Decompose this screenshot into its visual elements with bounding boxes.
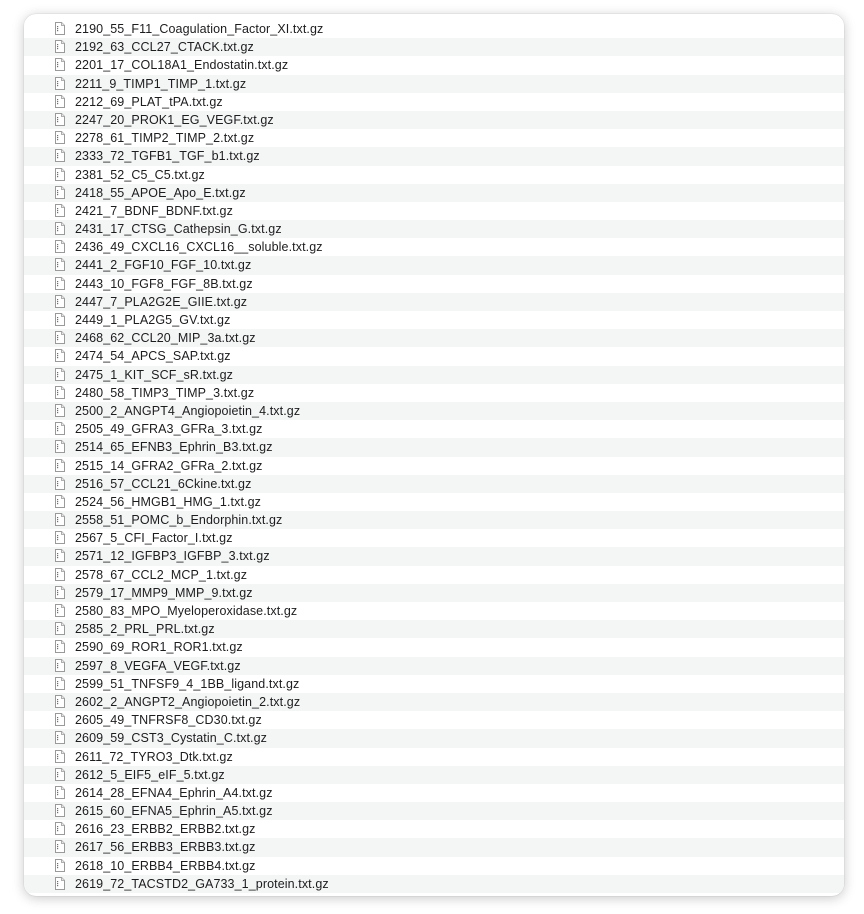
file-name: 2597_8_VEGFA_VEGF.txt.gz [75,658,241,673]
file-name: 2436_49_CXCL16_CXCL16__soluble.txt.gz [75,240,323,255]
document-icon [55,149,65,162]
file-row[interactable] [24,838,844,856]
file-row[interactable] [24,511,844,529]
file-name: 2333_72_TGFB1_TGF_b1.txt.gz [75,149,260,164]
document-icon [55,368,65,381]
document-icon [55,731,65,744]
file-row[interactable] [24,620,844,638]
file-row[interactable] [24,256,844,274]
file-row[interactable] [24,420,844,438]
document-icon [55,386,65,399]
file-name: 2617_56_ERBB3_ERBB3.txt.gz [75,840,256,855]
document-icon [55,586,65,599]
document-icon [55,840,65,853]
file-name: 2567_5_CFI_Factor_I.txt.gz [75,531,233,546]
document-icon [55,568,65,581]
document-icon [55,750,65,763]
file-row[interactable] [24,111,844,129]
file-name: 2609_59_CST3_Cystatin_C.txt.gz [75,731,267,746]
document-icon [55,604,65,617]
file-row[interactable] [24,75,844,93]
document-icon [55,768,65,781]
document-icon [55,713,65,726]
file-name: 2247_20_PROK1_EG_VEGF.txt.gz [75,112,274,127]
file-row[interactable] [24,20,844,38]
document-icon [55,313,65,326]
document-icon [55,677,65,690]
file-name: 2618_10_ERBB4_ERBB4.txt.gz [75,858,256,873]
document-icon [55,804,65,817]
file-row[interactable] [24,438,844,456]
file-name: 2278_61_TIMP2_TIMP_2.txt.gz [75,131,255,146]
file-row[interactable] [24,293,844,311]
file-name: 2441_2_FGF10_FGF_10.txt.gz [75,258,252,273]
file-name: 2500_2_ANGPT4_Angiopoietin_4.txt.gz [75,403,301,418]
document-icon [55,113,65,126]
file-row[interactable] [24,748,844,766]
file-row[interactable] [24,147,844,165]
document-icon [55,513,65,526]
document-icon [55,622,65,635]
file-name: 2421_7_BDNF_BDNF.txt.gz [75,203,233,218]
file-name: 2212_69_PLAT_tPA.txt.gz [75,94,223,109]
file-name: 2524_56_HMGB1_HMG_1.txt.gz [75,494,262,509]
file-name: 2615_60_EFNA5_Ephrin_A5.txt.gz [75,804,273,819]
file-row[interactable] [24,875,844,893]
file-name: 2515_14_GFRA2_GFRa_2.txt.gz [75,458,263,473]
document-icon [55,877,65,890]
document-icon [55,186,65,199]
document-icon [55,659,65,672]
file-row[interactable] [24,311,844,329]
document-icon [55,222,65,235]
file-row[interactable] [24,493,844,511]
file-row[interactable] [24,857,844,875]
file-name: 2614_28_EFNA4_Ephrin_A4.txt.gz [75,785,273,800]
file-name: 2475_1_KIT_SCF_sR.txt.gz [75,367,234,382]
document-icon [55,459,65,472]
file-name: 2190_55_F11_Coagulation_Factor_XI.txt.gz [75,22,324,36]
file-row[interactable] [24,820,844,838]
file-row[interactable] [24,275,844,293]
file-row[interactable] [24,347,844,365]
document-icon [55,859,65,872]
file-list [24,20,844,893]
file-row[interactable] [24,766,844,784]
file-row[interactable] [24,202,844,220]
file-name: 2449_1_PLA2G5_GV.txt.gz [75,313,231,327]
file-row[interactable] [24,56,844,74]
document-icon [55,40,65,53]
document-icon [55,477,65,490]
document-icon [55,495,65,508]
document-icon [55,58,65,71]
file-row[interactable] [24,93,844,111]
file-row[interactable] [24,729,844,747]
file-row[interactable] [24,384,844,402]
file-name: 2616_23_ERBB2_ERBB2.txt.gz [75,822,256,837]
file-name: 2590_69_ROR1_ROR1.txt.gz [75,640,243,655]
file-row[interactable] [24,184,844,202]
file-row[interactable] [24,711,844,729]
document-icon [55,404,65,417]
document-icon [55,440,65,453]
file-row[interactable] [24,457,844,475]
file-name: 2579_17_MMP9_MMP_9.txt.gz [75,585,253,600]
file-row[interactable] [24,657,844,675]
file-name: 2585_2_PRL_PRL.txt.gz [75,622,215,637]
document-icon [55,822,65,835]
document-icon [55,295,65,308]
file-name: 2602_2_ANGPT2_Angiopoietin_2.txt.gz [75,694,301,709]
file-row[interactable] [24,366,844,384]
file-row[interactable] [24,220,844,238]
file-name: 2443_10_FGF8_FGF_8B.txt.gz [75,276,253,291]
file-name: 2211_9_TIMP1_TIMP_1.txt.gz [75,76,247,91]
file-name: 2571_12_IGFBP3_IGFBP_3.txt.gz [75,549,270,564]
file-name: 2201_17_COL18A1_Endostatin.txt.gz [75,58,289,73]
document-icon [55,349,65,362]
file-name: 2514_65_EFNB3_Ephrin_B3.txt.gz [75,440,273,455]
document-icon [55,786,65,799]
file-row[interactable] [24,402,844,420]
file-row[interactable] [24,529,844,547]
document-icon [55,131,65,144]
document-icon [55,640,65,653]
file-row[interactable] [24,638,844,656]
file-name: 2192_63_CCL27_CTACK.txt.gz [75,40,254,55]
file-name: 2580_83_MPO_Myeloperoxidase.txt.gz [75,604,298,618]
document-icon [55,240,65,253]
file-name: 2578_67_CCL2_MCP_1.txt.gz [75,567,248,582]
file-name: 2468_62_CCL20_MIP_3a.txt.gz [75,331,256,346]
document-icon [55,204,65,217]
file-row[interactable] [24,238,844,256]
file-row[interactable] [24,547,844,565]
file-name: 2447_7_PLA2G2E_GIIE.txt.gz [75,294,248,309]
document-icon [55,77,65,90]
file-row[interactable] [24,38,844,56]
file-row[interactable] [24,784,844,802]
file-name: 2558_51_POMC_b_Endorphin.txt.gz [75,513,283,528]
file-name: 2474_54_APCS_SAP.txt.gz [75,349,231,364]
file-row[interactable] [24,584,844,602]
file-name: 2418_55_APOE_Apo_E.txt.gz [75,185,246,200]
file-name: 2599_51_TNFSF9_4_1BB_ligand.txt.gz [75,676,300,691]
file-row[interactable] [24,475,844,493]
document-icon [55,258,65,271]
file-name: 2431_17_CTSG_Cathepsin_G.txt.gz [75,222,282,237]
document-icon [55,549,65,562]
finder-window [24,14,844,896]
file-name: 2516_57_CCL21_6Ckine.txt.gz [75,476,252,491]
document-icon [55,695,65,708]
document-icon [55,95,65,108]
file-row[interactable] [24,693,844,711]
document-icon [55,331,65,344]
file-name: 2480_58_TIMP3_TIMP_3.txt.gz [75,385,255,400]
file-name: 2505_49_GFRA3_GFRa_3.txt.gz [75,422,263,437]
file-row[interactable] [24,129,844,147]
document-icon [55,531,65,544]
file-name: 2381_52_C5_C5.txt.gz [75,167,205,182]
file-name: 2619_72_TACSTD2_GA733_1_protein.txt.gz [75,876,329,891]
file-name: 2605_49_TNFRSF8_CD30.txt.gz [75,713,262,728]
file-row[interactable] [24,602,844,620]
document-icon [55,168,65,181]
document-icon [55,277,65,290]
file-name: 2612_5_EIF5_eIF_5.txt.gz [75,767,225,782]
file-row[interactable] [24,802,844,820]
file-row[interactable] [24,675,844,693]
file-name: 2611_72_TYRO3_Dtk.txt.gz [75,749,233,764]
file-row[interactable] [24,566,844,584]
file-row[interactable] [24,329,844,347]
document-icon [55,422,65,435]
document-icon [55,22,65,35]
file-row[interactable] [24,166,844,184]
